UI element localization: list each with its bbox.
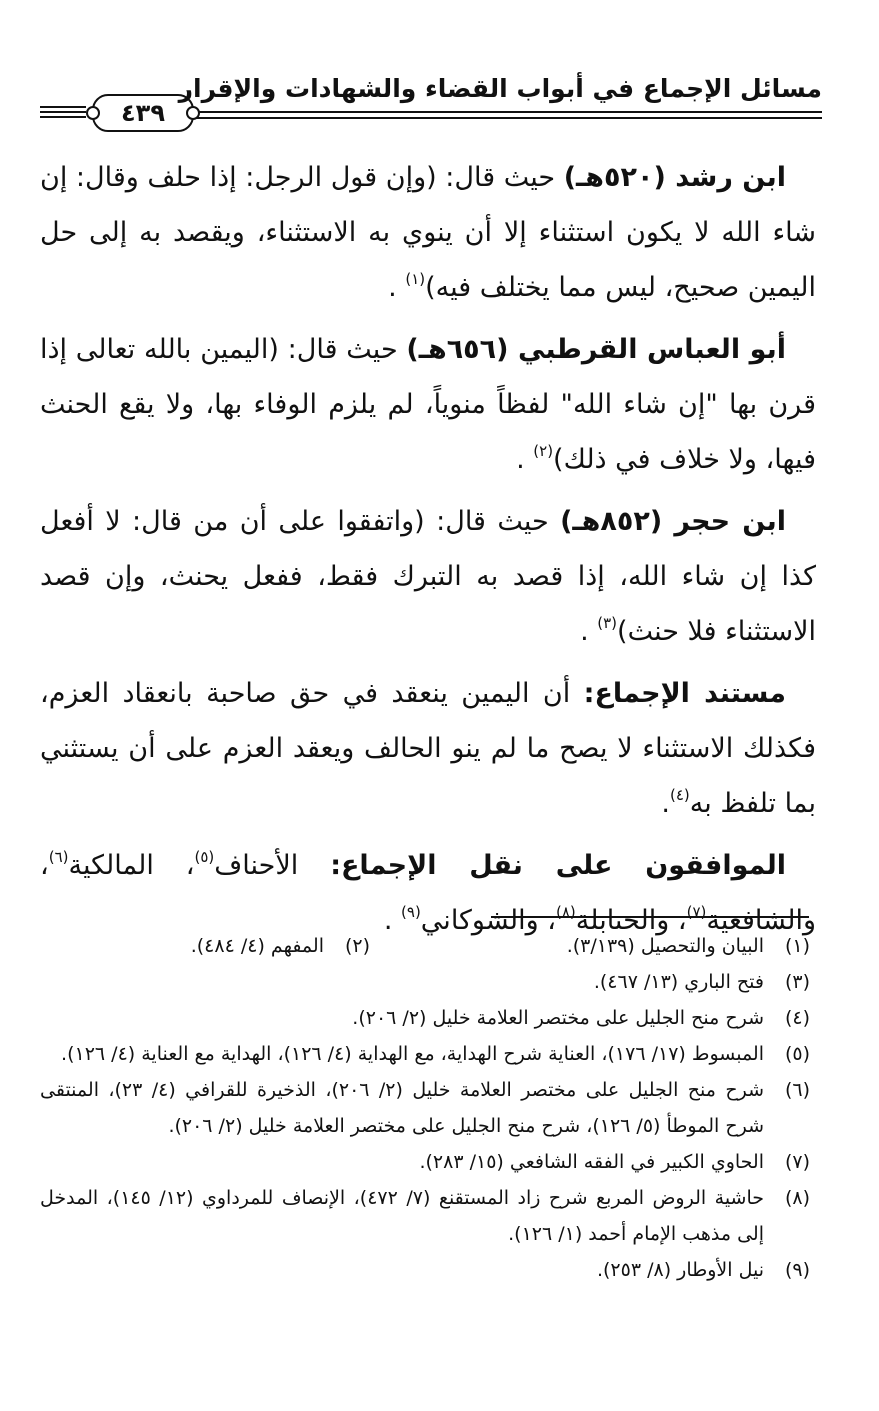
footnote-separator bbox=[491, 916, 809, 918]
separator: ، bbox=[669, 905, 687, 936]
school-name: والشافعية bbox=[706, 905, 816, 936]
footnote-9 bbox=[40, 1252, 810, 1288]
footnote-ref: (٧) bbox=[686, 903, 707, 921]
paragraph-lead: أبو العباس القرطبي (٦٥٦هـ) bbox=[406, 334, 786, 365]
paragraph-ibn-rushd bbox=[40, 150, 816, 315]
footnote-3 bbox=[40, 964, 810, 1000]
paragraph-lead: مستند الإجماع: bbox=[583, 678, 786, 709]
footnote-ref: (٥) bbox=[194, 848, 215, 866]
footnote-text: شرح منح الجليل على مختصر العلامة خليل (٢/ ٢٠٦)، الذخيرة للقرافي (٤/ ٢٣)، المنتقى شرح الموطأ (٥/ ١٢٦)، شرح منح الجليل على مختصر العلامة خليل (٢/ ٢٠٦). bbox=[40, 1079, 764, 1137]
footnote-text: فتح الباري (١٣/ ٤٦٧). bbox=[593, 971, 764, 993]
paragraph-qurtubi bbox=[40, 322, 816, 487]
footnote-number: (٣) bbox=[784, 971, 810, 993]
footnote-4 bbox=[40, 1000, 810, 1036]
footnote-text: حاشية الروض المربع شرح زاد المستقنع (٧/ ٤٧٢)، الإنصاف للمرداوي (١٢/ ١٤٥)، المدخل إلى مذهب الإمام أحمد (١/ ١٢٦). bbox=[40, 1187, 765, 1245]
header-rule bbox=[192, 117, 822, 119]
paragraph-end: . bbox=[388, 272, 406, 303]
footnote-number: (٥) bbox=[784, 1043, 810, 1065]
footnote-7 bbox=[40, 1144, 810, 1180]
footnote-5 bbox=[40, 1036, 810, 1072]
footnote-number: (٦) bbox=[784, 1079, 810, 1101]
footnote-number: (٢) bbox=[344, 935, 370, 957]
paragraph-lead: الموافقون على نقل الإجماع: bbox=[330, 850, 786, 881]
footnote-text: المفهم (٤/ ٤٨٤). bbox=[190, 935, 324, 957]
paragraph-basis-of-consensus bbox=[40, 666, 816, 831]
separator: ، bbox=[153, 850, 195, 881]
footnote-ref: (٣) bbox=[597, 614, 618, 632]
footnote-number: (٧) bbox=[784, 1151, 810, 1173]
page-number: ٤٣٩ bbox=[121, 99, 165, 127]
footnote-text: المبسوط (١٧/ ١٧٦)، العناية شرح الهداية، مع الهداية (٤/ ١٢٦)، الهداية مع العناية (٤/ ١٢٦). bbox=[61, 1043, 764, 1065]
paragraph-text: حيث قال: (واتفقوا على أن من قال: لا أفعل كذا إن شاء الله، إذا قصد به التبرك فقط، ففعل يحنث، وإن قصد الاستثناء فلا حنث) bbox=[40, 506, 816, 647]
running-header bbox=[40, 70, 822, 130]
separator: . bbox=[383, 905, 402, 936]
footnote-2 bbox=[0, 928, 370, 964]
footnote-ref: (٩) bbox=[401, 903, 421, 921]
separator: ، bbox=[40, 850, 49, 881]
school-name: المالكية bbox=[68, 850, 154, 881]
paragraph-ibn-hajar bbox=[40, 494, 816, 659]
footnote-text: شرح منح الجليل على مختصر العلامة خليل (٢/ ٢٠٦). bbox=[352, 1007, 764, 1029]
footnote-number: (١) bbox=[784, 935, 810, 957]
header-ornament-lines bbox=[40, 106, 86, 120]
paragraph-text: حيث قال: (وإن قول الرجل: إذا حلف وقال: إن شاء الله لا يكون استثناء إلا أن ينوي به الاستثناء، ويقصد به إلى حل اليمين صحيح، ليس مما يختلف فيه) bbox=[40, 162, 816, 303]
footnote-ref: (١) bbox=[405, 270, 426, 288]
paragraph-end: . bbox=[661, 788, 670, 819]
school-name: والشوكاني bbox=[420, 905, 539, 936]
separator: ، bbox=[538, 905, 556, 936]
footnote-number: (٤) bbox=[784, 1007, 810, 1029]
footnotes bbox=[40, 928, 810, 1288]
school-name: والحنابلة bbox=[575, 905, 670, 936]
footnote-ref: (٤) bbox=[669, 786, 690, 804]
school-name: الأحناف bbox=[214, 850, 331, 881]
paragraph-end: . bbox=[580, 616, 598, 647]
main-text bbox=[40, 150, 816, 955]
header-rule bbox=[192, 111, 822, 113]
footnote-row bbox=[40, 928, 810, 964]
footnote-ref: (٢) bbox=[533, 442, 554, 460]
footnote-number: (٨) bbox=[784, 1187, 810, 1209]
paragraph-text: أن اليمين ينعقد في حق صاحبة بانعقاد العزم، فكذلك الاستثناء لا يصح ما لم ينو الحالف ويعقد العزم على أن يستثني بما تلفظ به bbox=[40, 678, 816, 819]
paragraph-lead: ابن رشد (٥٢٠هـ) bbox=[563, 162, 786, 193]
paragraph-text: حيث قال: (اليمين بالله تعالى إذا قرن بها "إن شاء الله" لفظاً منوياً، لم يلزم الوفاء بها، ولا يقع الحنث فيها، ولا خلاف في ذلك) bbox=[40, 334, 816, 475]
footnote-text: نيل الأوطار (٨/ ٢٥٣). bbox=[596, 1259, 764, 1281]
footnote-ref: (٦) bbox=[48, 848, 69, 866]
footnote-text: البيان والتحصيل (٣/١٣٩). bbox=[566, 935, 764, 957]
page-number-ornament bbox=[92, 94, 194, 132]
footnote-ref: (٨) bbox=[556, 903, 576, 921]
footnote-8 bbox=[40, 1180, 810, 1252]
footnote-1 bbox=[370, 928, 810, 964]
footnote-text: الحاوي الكبير في الفقه الشافعي (١٥/ ٢٨٣). bbox=[419, 1151, 764, 1173]
footnote-6 bbox=[40, 1072, 810, 1144]
footnote-number: (٩) bbox=[784, 1259, 810, 1281]
header-title: مسائل الإجماع في أبواب القضاء والشهادات والإقرار bbox=[178, 74, 822, 103]
paragraph-end: . bbox=[516, 444, 534, 475]
paragraph-lead: ابن حجر (٨٥٢هـ) bbox=[560, 506, 787, 537]
